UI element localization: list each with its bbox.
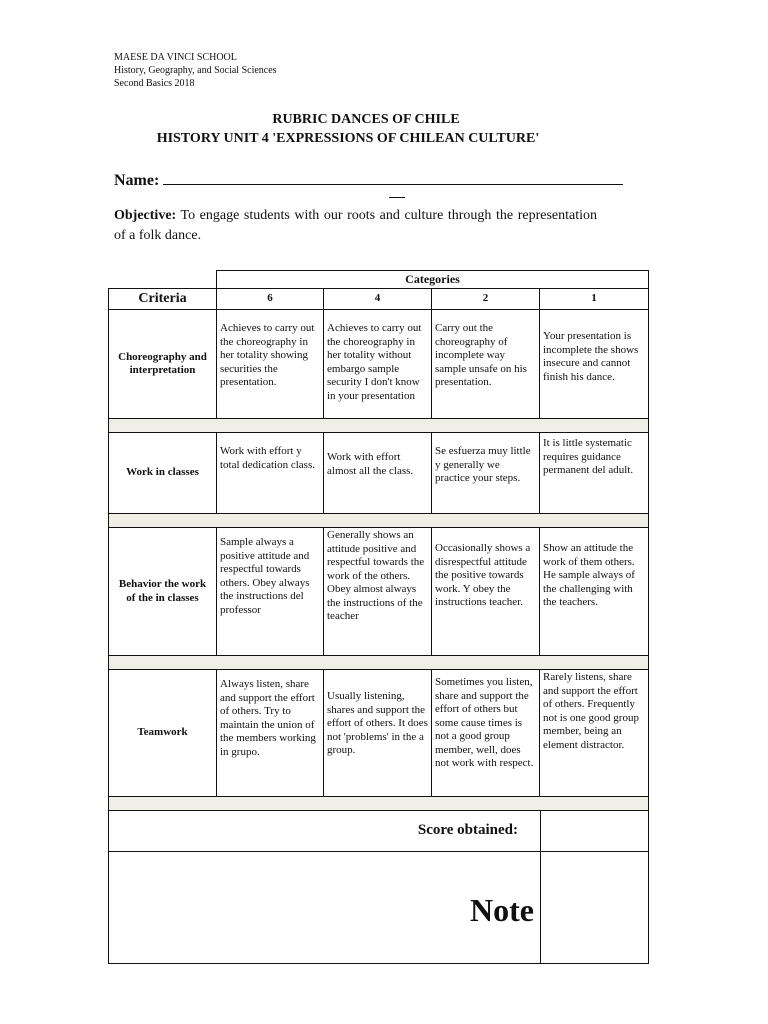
document-title: RUBRIC DANCES OF CHILE: [272, 112, 460, 127]
row1-score4: Achieves to carry out the choreography in her totality without embargo sample security I don't know in your presentation: [323, 309, 432, 419]
row2-score6: Work with effort y total dedication class.: [216, 432, 324, 514]
row4-spacer: [108, 796, 649, 811]
row2-spacer: [108, 513, 649, 528]
row4-score2: Sometimes you listen, share and support the effort of others but some cause times is not a good group member, well, does not work with respect.: [431, 669, 540, 797]
name-underline-tail: [389, 197, 405, 198]
row3-spacer: [108, 655, 649, 670]
row1-score2: Carry out the choreography of incomplete way sample unsafe on his presentation.: [431, 309, 540, 419]
score-header-1: 1: [539, 288, 649, 310]
criterion-teamwork: Teamwork: [108, 669, 217, 797]
row3-score2: Occasionally shows a disrespectful attitude the positive towards work. Y obey the instructions teacher.: [431, 527, 540, 656]
objective: [114, 206, 597, 246]
row1-score1: Your presentation is incomplete the shows insecure and cannot finish his dance.: [539, 309, 649, 419]
row1-score6: Achieves to carry out the choreography in her totality showing securities the presentation.: [216, 309, 324, 419]
objective-label: Objective:: [114, 208, 177, 223]
note-label: Note: [108, 851, 541, 964]
score-header-2: 2: [431, 288, 540, 310]
row3-score6: Sample always a positive attitude and respectful towards others. Obey always the instructions del professor: [216, 527, 324, 656]
name-field[interactable]: [114, 170, 623, 190]
criterion-choreography: Choreography and interpretation: [108, 309, 217, 419]
criterion-work-in-classes: Work in classes: [108, 432, 217, 514]
row2-score1: It is little systematic requires guidance permanent del adult.: [539, 432, 649, 514]
score-header-6: 6: [216, 288, 324, 310]
name-label: Name:: [114, 172, 160, 189]
note-box[interactable]: [540, 851, 649, 964]
row4-score4: Usually listening, shares and support the effort of others. It does not 'problems' in the a group.: [323, 669, 432, 797]
row2-score4: Work with effort almost all the class.: [323, 432, 432, 514]
score-obtained-box[interactable]: [540, 810, 649, 852]
grade-line: Second Basics 2018: [114, 78, 195, 89]
criterion-behavior: Behavior the work of the in classes: [108, 527, 217, 656]
row2-score2: Se esfuerza muy little y generally we practice your steps.: [431, 432, 540, 514]
criteria-header: Criteria: [108, 288, 217, 310]
school-name: MAESE DA VINCI SCHOOL: [114, 52, 237, 63]
row3-score4: Generally shows an attitude positive and respectful towards the work of the others. Obey almost always the instructions of the teacher: [323, 527, 432, 656]
name-underline[interactable]: [163, 170, 623, 185]
document-subtitle: HISTORY UNIT 4 'EXPRESSIONS OF CHILEAN CULTURE': [156, 131, 540, 146]
row3-score1: Show an attitude the work of them others. He sample always of the challenging with the teachers.: [539, 527, 649, 656]
row4-score1: Rarely listens, share and support the effort of others. Frequently not is one good group member, being an element distractor.: [539, 669, 649, 797]
objective-text: To engage students with our roots and culture through the representation of a folk dance.: [114, 208, 597, 243]
categories-header: Categories: [216, 270, 649, 289]
subject-line: History, Geography, and Social Sciences: [114, 65, 277, 76]
score-obtained-label: Score obtained:: [108, 810, 541, 852]
row4-score6: Always listen, share and support the effort of others. Try to maintain the union of the members working in grupo.: [216, 669, 324, 797]
row1-spacer: [108, 418, 649, 433]
score-header-4: 4: [323, 288, 432, 310]
school-header: [114, 51, 277, 90]
